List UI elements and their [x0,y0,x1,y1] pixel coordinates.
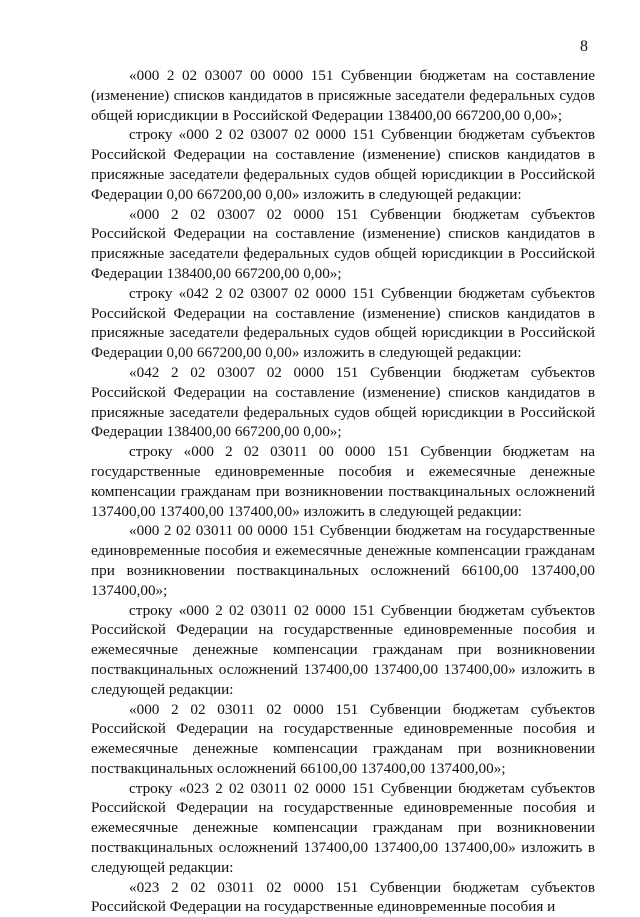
paragraph-6: строку «000 2 02 03011 00 0000 151 Субвенции бюджетам на государственные единовременные пособия и ежемесячные денежные компенсации гражданам при возникновении поствакцинальных осложнений 137400,00 137400,00 137400,00» изложить в следующей редакции: [91,443,595,520]
paragraph-3: «000 2 02 03007 02 0000 151 Субвенции бюджетам субъектов Российской Федерации на составление (изменение) списков кандидатов в присяжные заседатели федеральных судов общей юрисдикции в Российской Федерации 138400,00 667200,00 0,00»; [91,205,595,282]
paragraph-9: «000 2 02 03011 02 0000 151 Субвенции бюджетам субъектов Российской Федерации на государственные единовременные пособия и ежемесячные денежные компенсации гражданам при возникновении поствакцинальных осложнений 66100,00 137400,00 137400,00»; [91,700,595,777]
paragraph-4: строку «042 2 02 03007 02 0000 151 Субвенции бюджетам субъектов Российской Федерации на составление (изменение) списков кандидатов в присяжные заседатели федеральных судов общей юрисдикции в Российской Федерации 0,00 667200,00 0,00» изложить в следующей редакции: [91,284,595,362]
paragraph-10: строку «023 2 02 03011 02 0000 151 Субвенции бюджетам субъектов Российской Федерации на государственные единовременные пособия и ежемесячные денежные компенсации гражданам при возникновении поствакцинальных осложнений 137400,00 137400,00 137400,00» изложить в следующей редакции: [91,779,595,876]
paragraph-5: «042 2 02 03007 02 0000 151 Субвенции бюджетам субъектов Российской Федерации на составление (изменение) списков кандидатов в присяжные заседатели федеральных судов общей юрисдикции в Российской Федерации 138400,00 667200,00 0,00»; [91,363,595,441]
page-number: 8 [580,38,588,55]
paragraph-8: строку «000 2 02 03011 02 0000 151 Субвенции бюджетам субъектов Российской Федерации на государственные единовременные пособия и ежемесячные денежные компенсации гражданам при возникновении поствакцинальных осложнений 137400,00 137400,00 137400,00» изложить в следующей редакции: [91,601,595,698]
paragraph-11: «023 2 02 03011 02 0000 151 Субвенции бюджетам субъектов Российской Федерации на государственные единовременные пособия и [91,878,595,916]
paragraph-7: «000 2 02 03011 00 0000 151 Субвенции бюджетам на государственные единовременные пособия и ежемесячные денежные компенсации гражданам при возникновении поствакцинальных осложнений 66100,00 137400,00 137400,00»; [91,522,595,599]
document-body [91,66,595,917]
paragraph-1: «000 2 02 03007 00 0000 151 Субвенции бюджетам на составление (изменение) списков кандидатов в присяжные заседатели федеральных судов общей юрисдикции в Российской Федерации 138400,00 667200,00 0,00»; [91,67,595,124]
paragraph-2: строку «000 2 02 03007 02 0000 151 Субвенции бюджетам субъектов Российской Федерации на составление (изменение) списков кандидатов в присяжные заседатели федеральных судов общей юрисдикции в Российской Федерации 0,00 667200,00 0,00» изложить в следующей редакции: [91,126,595,203]
